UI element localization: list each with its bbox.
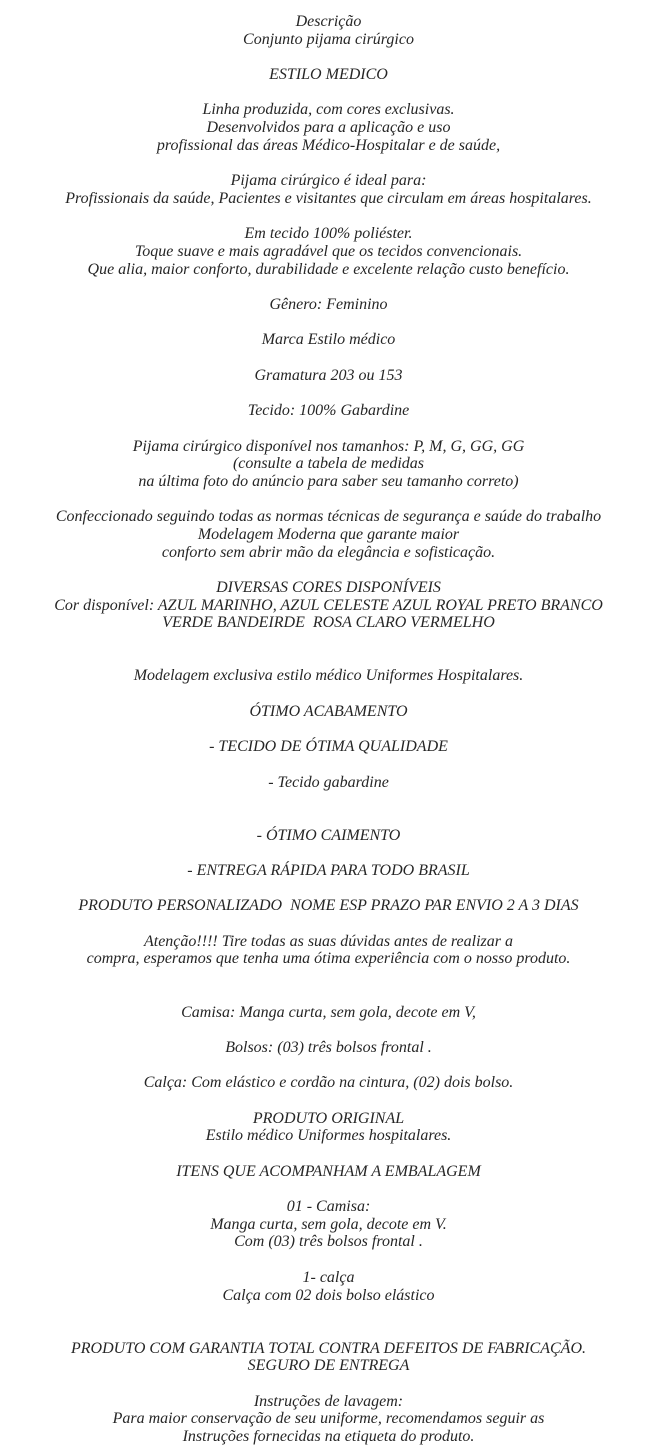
blank-line	[0, 384, 657, 402]
blank-line	[0, 791, 657, 809]
description-line: compra, esperamos que tenha uma ótima experiência com o nosso produto.	[86, 950, 571, 968]
blank-line	[0, 48, 657, 66]
description-line: PRODUTO ORIGINAL	[252, 1109, 405, 1127]
blank-line	[0, 1322, 657, 1340]
description-line: ITENS QUE ACOMPANHAM A EMBALAGEM	[176, 1162, 481, 1180]
blank-line	[0, 1092, 657, 1110]
blank-line	[0, 844, 657, 862]
description-line: Conjunto pijama cirúrgico	[243, 30, 414, 48]
description-line: Calça: Com elástico e cordão na cintura, (02) dois bolso.	[143, 1074, 514, 1092]
description-line: ESTILO MEDICO	[269, 66, 388, 84]
description-line: profissional das áreas Médico-Hospitalar e de saúde,	[156, 136, 501, 154]
description-line: Bolsos: (03) três bolsos frontal .	[225, 1038, 432, 1056]
description-line: Para maior conservação de seu uniforme, recomendamos seguir as	[112, 1410, 545, 1428]
description-line: Camisa: Manga curta, sem gola, decote em V,	[181, 1003, 476, 1021]
description-line: VERDE BANDEIRDE ROSA CLARO VERMELHO	[162, 614, 495, 632]
blank-line	[0, 968, 657, 986]
description-line: Estilo médico Uniformes hospitalares.	[205, 1127, 452, 1145]
blank-line	[0, 1180, 657, 1198]
description-line: - ÓTIMO CAIMENTO	[256, 826, 401, 844]
description-line: SEGURO DE ENTREGA	[247, 1357, 410, 1375]
blank-line	[0, 420, 657, 438]
description-line: Instruções de lavagem:	[253, 1392, 404, 1410]
description-line: - ENTREGA RÁPIDA PARA TODO BRASIL	[187, 862, 470, 879]
description-line: Marca Estilo médico	[261, 331, 396, 349]
blank-line	[0, 349, 657, 367]
description-line: Pijama cirúrgico é ideal para:	[230, 172, 427, 190]
description-line: Calça com 02 dois bolso elástico	[222, 1286, 435, 1304]
blank-line	[0, 278, 657, 296]
blank-line	[0, 1057, 657, 1075]
description-line: Gênero: Feminino	[269, 296, 388, 313]
description-line: Manga curta, sem gola, decote em V.	[210, 1215, 447, 1233]
blank-line	[0, 84, 657, 102]
description-line: 1- calça	[302, 1268, 355, 1286]
blank-line	[0, 561, 657, 579]
description-line: Em tecido 100% poliéster.	[244, 225, 413, 243]
description-line: Pijama cirúrgico disponível nos tamanhos: P, M, G, GG, GG	[132, 437, 525, 455]
description-line: Cor disponível: AZUL MARINHO, AZUL CELESTE AZUL ROYAL PRETO BRANCO	[54, 596, 603, 614]
blank-line	[0, 1145, 657, 1163]
blank-line	[0, 809, 657, 827]
blank-line	[0, 1375, 657, 1393]
description-line: PRODUTO PERSONALIZADO NOME ESP PRAZO PAR ENVIO 2 A 3 DIAS	[78, 897, 579, 915]
description-line: conforto sem abrir mão da elegância e sofisticação.	[161, 543, 496, 561]
blank-line	[0, 1304, 657, 1322]
blank-line	[0, 915, 657, 933]
description-line: Atenção!!!! Tire todas as suas dúvidas antes de realizar a	[143, 932, 513, 950]
description-line: Com (03) três bolsos frontal .	[234, 1233, 423, 1251]
blank-line	[0, 721, 657, 739]
description-line: - TECIDO DE ÓTIMA QUALIDADE	[209, 738, 448, 756]
description-line: Modelagem exclusiva estilo médico Uniformes Hospitalares.	[133, 667, 524, 685]
description-line: Profissionais da saúde, Pacientes e visitantes que circulam em áreas hospitalares.	[65, 189, 592, 207]
description-line: - Tecido gabardine	[268, 773, 389, 791]
description-line: Instruções fornecidas na etiqueta do produto.	[182, 1428, 475, 1445]
description-line: (consulte a tabela de medidas	[232, 455, 425, 473]
blank-line	[0, 756, 657, 774]
description-line: Modelagem Moderna que garante maior	[197, 525, 460, 543]
description-line: DIVERSAS CORES DISPONÍVEIS	[216, 579, 441, 596]
description-line: PRODUTO COM GARANTIA TOTAL CONTRA DEFEITOS DE FABRICAÇÃO.	[71, 1339, 586, 1357]
blank-line	[0, 1251, 657, 1269]
description-line: na última foto do anúncio para saber seu tamanho correto)	[138, 472, 519, 490]
blank-line	[0, 880, 657, 898]
blank-line	[0, 155, 657, 173]
blank-line	[0, 1021, 657, 1039]
description-line: Que alia, maior conforto, durabilidade e excelente relação custo benefício.	[87, 260, 570, 278]
description-line: 01 - Camisa:	[286, 1198, 371, 1216]
description-line: Linha produzida, com cores exclusivas.	[202, 101, 455, 119]
description-line: Gramatura 203 ou 153	[254, 366, 403, 384]
description-line: Desenvolvidos para a aplicação e uso	[206, 119, 451, 137]
blank-line	[0, 632, 657, 650]
blank-line	[0, 314, 657, 332]
description-line: ÓTIMO ACABAMENTO	[249, 702, 408, 720]
description-line: Tecido: 100% Gabardine	[247, 402, 410, 420]
blank-line	[0, 986, 657, 1004]
blank-line	[0, 208, 657, 226]
blank-line	[0, 491, 657, 509]
blank-line	[0, 685, 657, 703]
description-line: Confeccionado seguindo todas as normas técnicas de segurança e saúde do trabalho	[55, 508, 602, 526]
blank-line	[0, 650, 657, 668]
description-line: Toque suave e mais agradável que os tecidos convencionais.	[134, 242, 523, 260]
description-line: Descrição	[295, 13, 362, 30]
